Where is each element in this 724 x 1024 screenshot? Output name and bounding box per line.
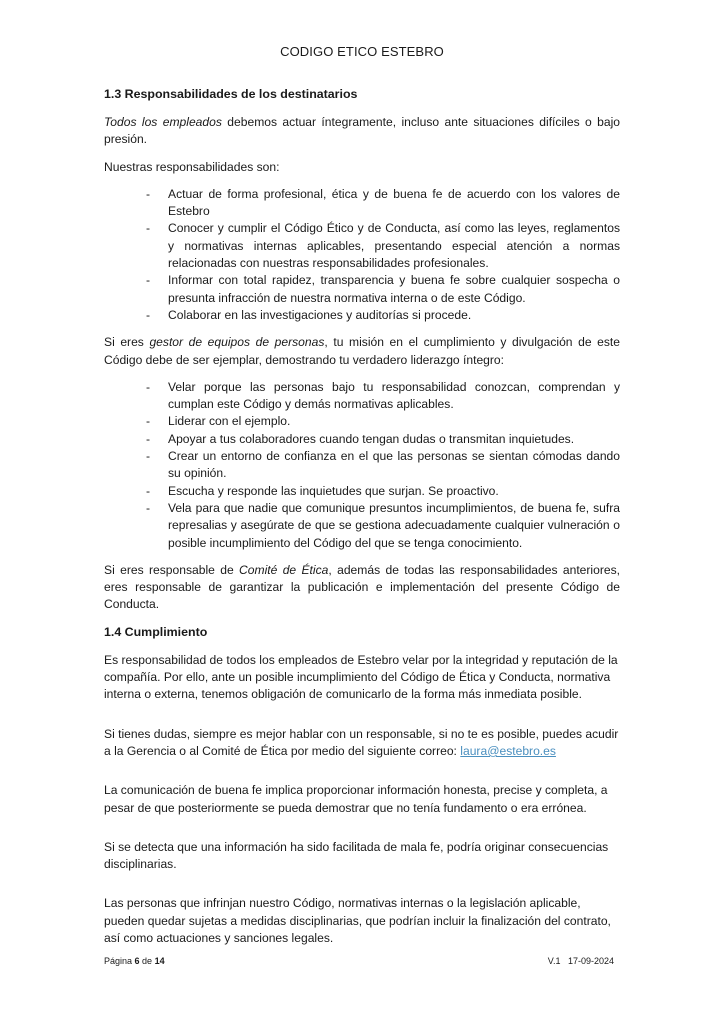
list-item: - Colaborar en las investigaciones y auditorías si procede. bbox=[146, 307, 472, 322]
paragraph: Si eres responsable de Comité de Ética, además de todas las responsabilidades anteriores, eres responsable de garantizar la publicación e implementación del presente Código de Conducta. bbox=[104, 562, 621, 612]
paragraph: Todos los empleados debemos actuar íntegramente, incluso ante situaciones difíciles o bajo presión. bbox=[104, 115, 620, 147]
version-date: V.1 17-09-2024 bbox=[547, 956, 614, 966]
page-number: Página 6 de 14 bbox=[104, 956, 165, 966]
list-item: - Informar con total rapidez, transparencia y buena fe sobre cualquier sospecha o presunta infracción de nuestra normativa interna o de este Código. bbox=[146, 273, 620, 305]
email-link[interactable]: laura@estebro.es bbox=[460, 743, 556, 758]
responsibilities-list bbox=[104, 186, 620, 324]
list-item: - Vela para que nadie que comunique presuntos incumplimientos, de buena fe, sufra represalias y asegúrate de que se gestiona adecuadamente cualquier vulneración o posible incumplimiento del Código del que se tenga conocimiento. bbox=[146, 500, 620, 550]
list-item: - Velar porque las personas bajo tu responsabilidad conozcan, comprendan y cumplan este Código y demás normativas aplicables. bbox=[146, 379, 620, 412]
page-header: CODIGO ETICO ESTEBRO bbox=[280, 44, 444, 59]
section-heading-1-3: 1.3 Responsabilidades de los destinatarios bbox=[104, 87, 358, 101]
section-heading-1-4: 1.4 Cumplimiento bbox=[104, 624, 208, 639]
paragraph: Es responsabilidad de todos los empleados de Estebro velar por la integridad y reputación de la compañía. Por ello, ante un posible incumplimiento del Código de Ética y Conducta, normativa interna o externa, tenemos obligación de comunicarlo de la forma más inmediata posible. bbox=[104, 652, 618, 702]
list-item: - Escucha y responde las inquietudes que surjan. Se proactivo. bbox=[146, 483, 499, 498]
paragraph: Nuestras responsabilidades son: bbox=[104, 159, 280, 174]
paragraph: Si se detecta que una información ha sido facilitada de mala fe, podría originar consecuencias disciplinarias. bbox=[104, 839, 609, 872]
paragraph: La comunicación de buena fe implica proporcionar información honesta, precise y completa, a pesar de que posteriormente se pueda demostrar que no tenía fundamento o era errónea. bbox=[104, 783, 608, 815]
paragraph: Si eres gestor de equipos de personas, tu misión en el cumplimiento y divulgación de este Código debe de ser ejemplar, demostrando tu verdadero liderazgo íntegro: bbox=[104, 335, 620, 367]
list-item: - Conocer y cumplir el Código Ético y de Conducta, así como las leyes, reglamentos y normativas internas aplicables, presentando especial atención a normas relacionadas con nuestras responsabilidades profesionales. bbox=[146, 221, 620, 271]
list-item: - Crear un entorno de confianza en el que las personas se sientan cómodas dando su opinión. bbox=[146, 449, 620, 481]
page-content bbox=[104, 86, 620, 957]
paragraph: Si tienes dudas, siempre es mejor hablar con un responsable, si no te es posible, puedes acudir a la Gerencia o al Comité de Ética por medio del siguiente correo: laura@estebro.es bbox=[104, 726, 619, 758]
list-item: - Actuar de forma profesional, ética y de buena fe de acuerdo con los valores de Estebro bbox=[146, 186, 620, 219]
list-item: - Liderar con el ejemplo. bbox=[146, 414, 291, 429]
manager-list bbox=[104, 379, 620, 552]
list-item: - Apoyar a tus colaboradores cuando tengan dudas o transmitan inquietudes. bbox=[146, 431, 575, 446]
paragraph: Las personas que infrinjan nuestro Código, normativas internas o la legislación aplicable, pueden quedar sujetas a medidas disciplinarias, que podrían incluir la finalización del contrato, así como actuaciones y sanciones legales. bbox=[104, 896, 611, 945]
